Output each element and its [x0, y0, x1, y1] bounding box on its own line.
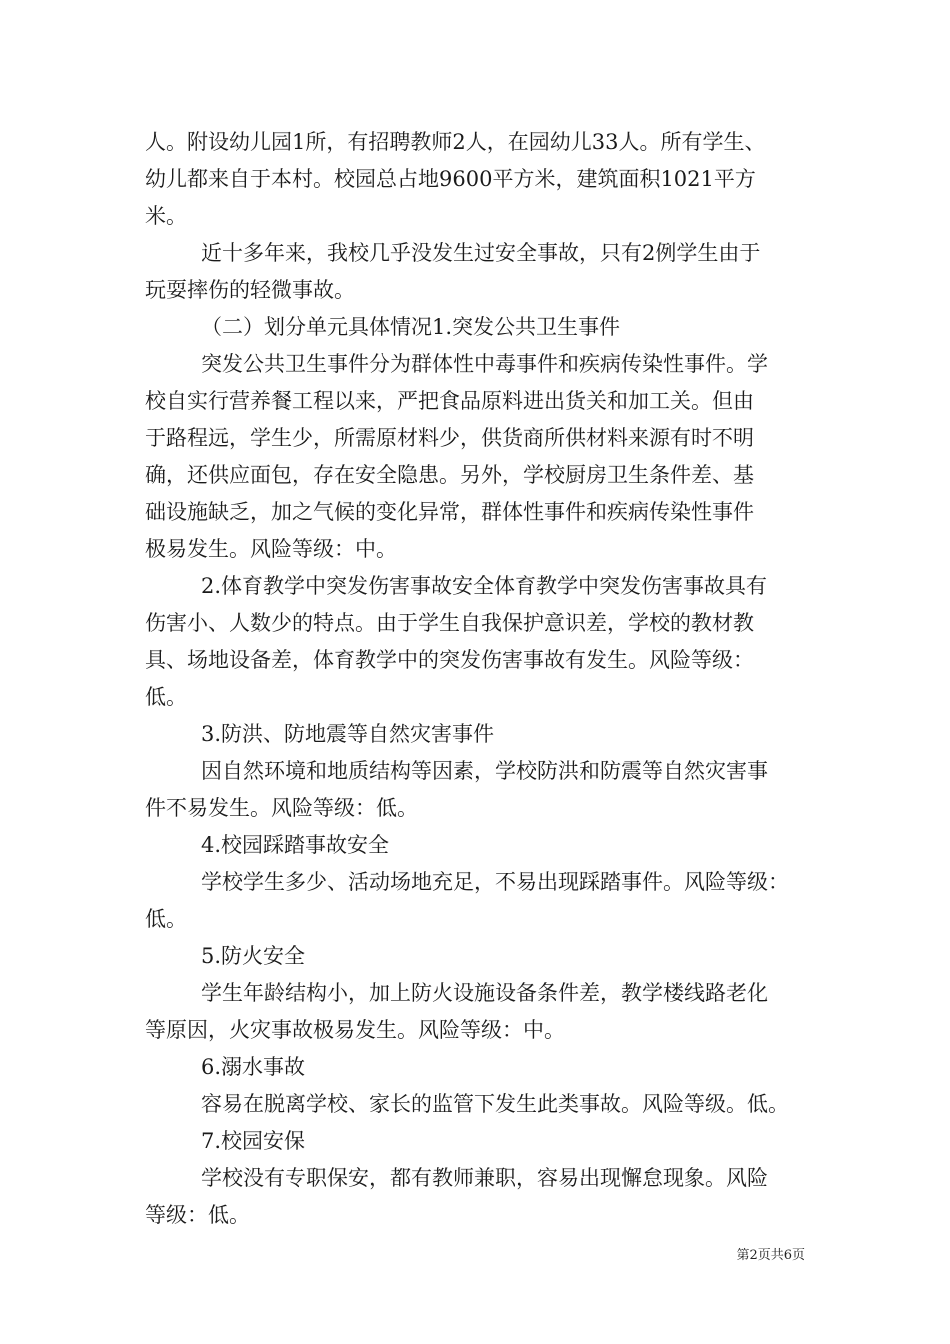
section-heading: [145, 309, 817, 346]
text-line: 7.校园安保: [201, 1129, 306, 1153]
text-line: 极易发生。风险等级：中。: [145, 537, 397, 561]
section-heading: [145, 716, 817, 753]
text-line: 具、场地设备差，体育教学中的突发伤害事故有发生。风险等级：: [145, 648, 754, 672]
section-heading: [145, 827, 817, 864]
text-line: 突发公共卫生事件分为群体性中毒事件和疾病传染性事件。学: [201, 352, 768, 376]
page-number-footer: 第2页共6页: [736, 1248, 805, 1263]
paragraph: [145, 235, 817, 309]
text-line: 学校学生多少、活动场地充足，不易出现踩踏事件。风险等级：: [201, 870, 789, 894]
section-heading: [145, 1123, 817, 1160]
text-line: 伤害小、人数少的特点。由于学生自我保护意识差，学校的教材教: [145, 611, 754, 635]
text-line: 3.防洪、防地震等自然灾害事件: [201, 722, 495, 746]
text-line: 米。: [145, 204, 187, 228]
paragraph: [145, 346, 817, 568]
text-line: 幼儿都来自于本村。校园总占地9600平方米，建筑面积1021平方: [145, 167, 756, 191]
text-line: 础设施缺乏，加之气候的变化异常，群体性事件和疾病传染性事件: [145, 500, 754, 524]
paragraph: [145, 753, 817, 827]
text-line: 确，还供应面包，存在安全隐患。另外，学校厨房卫生条件差、基: [145, 463, 754, 487]
paragraph: [145, 124, 817, 235]
text-line: 件不易发生。风险等级：低。: [145, 796, 418, 820]
text-line: 校自实行营养餐工程以来，严把食品原料进出货关和加工关。但由: [145, 389, 754, 413]
text-line: 人。附设幼儿园1所，有招聘教师2人，在园幼儿33人。所有学生、: [145, 130, 766, 154]
text-line: 玩耍摔伤的轻微事故。: [145, 278, 355, 302]
text-line: 4.校园踩踏事故安全: [201, 833, 390, 857]
paragraph: [145, 1086, 817, 1123]
text-line: 于路程远，学生少，所需原材料少，供货商所供材料来源有时不明: [145, 426, 754, 450]
section-heading: [145, 938, 817, 975]
paragraph: [145, 975, 817, 1049]
paragraph: [145, 568, 817, 716]
text-line: 学生年龄结构小，加上防火设施设备条件差，教学楼线路老化: [201, 981, 768, 1005]
text-line: 等级：低。: [145, 1203, 250, 1227]
text-line: 因自然环境和地质结构等因素，学校防洪和防震等自然灾害事: [201, 759, 768, 783]
text-line: （二）划分单元具体情况1.突发公共卫生事件: [201, 315, 621, 339]
text-line: 等原因，火灾事故极易发生。风险等级：中。: [145, 1018, 565, 1042]
section-heading: [145, 1049, 817, 1086]
text-line: 容易在脱离学校、家长的监管下发生此类事故。风险等级。低。: [201, 1092, 789, 1116]
text-line: 2.体育教学中突发伤害事故安全体育教学中突发伤害事故具有: [201, 574, 768, 598]
text-line: 低。: [145, 685, 187, 709]
text-line: 学校没有专职保安，都有教师兼职，容易出现懈怠现象。风险: [201, 1166, 768, 1190]
text-line: 5.防火安全: [201, 944, 306, 968]
text-line: 近十多年来，我校几乎没发生过安全事故，只有2例学生由于: [201, 241, 761, 265]
text-line: 6.溺水事故: [201, 1055, 306, 1079]
text-line: 低。: [145, 907, 187, 931]
paragraph: [145, 864, 817, 938]
paragraph: [145, 1160, 817, 1234]
